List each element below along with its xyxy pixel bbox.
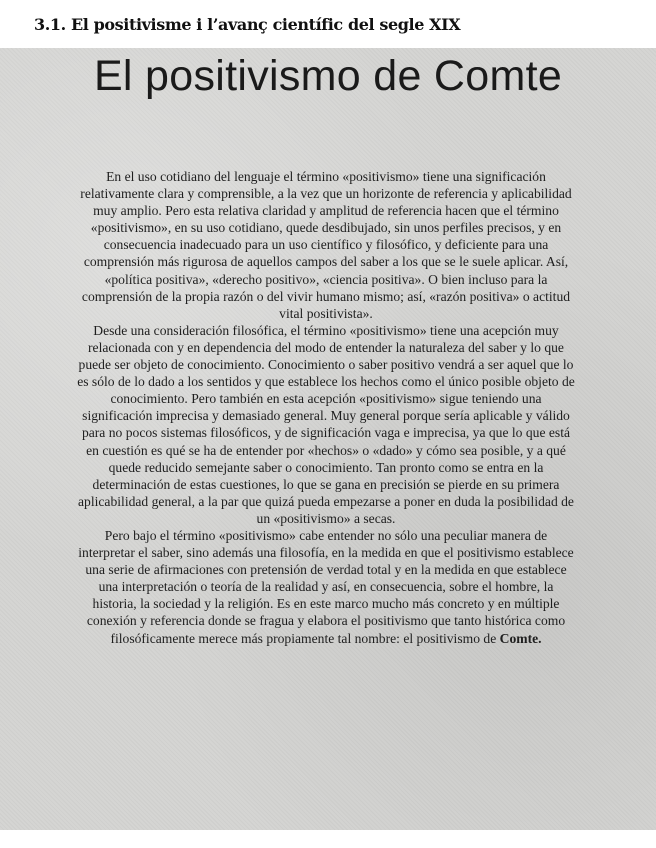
paragraph-2: Desde una consideración filosófica, el término «positivismo» tiene una acepción muy relacionada con y en dependencia del modo de entender la naturaleza del saber y lo que puede ser objeto de conocimiento. Conocimiento o saber positivo vendrá a ser aquel que lo es sólo de lo dado a los sentidos y que establece los hechos como el único posible objeto de conocimiento. Pero también en esta acepción «positivismo» sigue teniendo una significación imprecisa y demasiado general. Muy general porque sería aplicable y válido para no pocos sistemas filosóficos, y de significación vaga e imprecisa, ya que lo que está en cuestión es qué se ha de entender por «hechos» o «dado» y cómo sea posible, y a qué quede reducido semejante saber o conocimiento. Tan pronto como se entra en la determinación de estas cuestiones, lo que se gana en precisión se pierde en su primera aplicabilidad general, a la par que quizá pueda empezarse a poner en duda la posibilidad de un «positivismo» a secas. [77,322,575,526]
bottom-margin [0,830,656,848]
section-title: 3.1. El positivisme i l’avanç científic del segle XIX [34,15,461,34]
paragraph-3-text: Pero bajo el término «positivismo» cabe entender no sólo una peculiar manera de interpretar el saber, sino además una filosofía, en la medida en que el positivismo establece una serie de afirmaciones con pretensión de verdad total y en la medida en que establece una interpretación o teoría de la realidad y así, en consecuencia, sobre el hombre, la historia, la sociedad y la religión. Es en este marco mucho más concreto y en múltiple conexión y referencia donde se fragua y elabora el positivismo que tanto histórica como filosóficamente merece más propiamente tal nombre: el positivismo de [78,527,574,646]
paragraph-1: En el uso cotidiano del lenguaje el término «positivismo» tiene una significación relativamente clara y comprensible, a la vez que un horizonte de referencia y aplicabilidad muy amplio. Pero esta relativa claridad y amplitud de referencia hacen que el término «positivismo», en su uso cotidiano, quede desdibujado, sin unos perfiles precisos, y en consecuencia inadecuado para un uso científico y filosófico, y deficiente para una comprensión más rigurosa de aquellos campos del saber a los que se le suele aplicar. Así, «política positiva», «derecho positivo», «ciencia positiva». O bien incluso para la comprensión de la propia razón o del vivir humano mismo; así, «razón positiva» o actitud vital positivista». [80,169,572,321]
body-text [76,168,576,647]
header-band [0,0,656,48]
paragraph-3 [76,527,576,647]
page-title: El positivismo de Comte [93,52,563,100]
comte-emphasis: Comte. [499,630,542,646]
